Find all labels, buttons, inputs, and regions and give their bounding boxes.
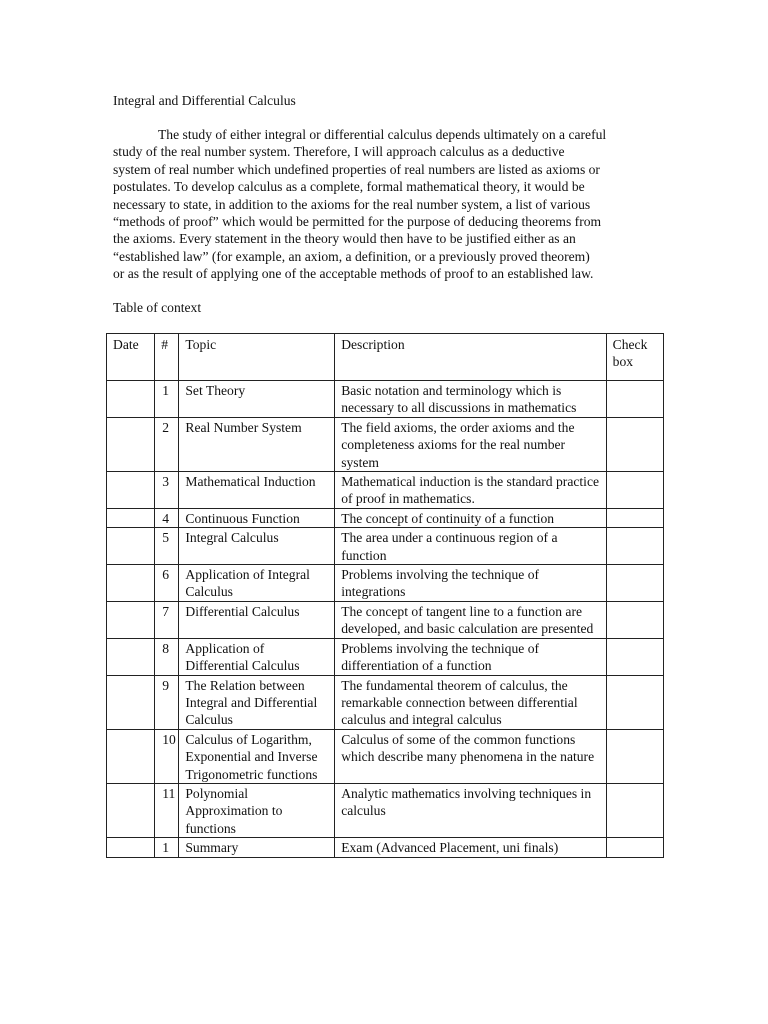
topic-cell: Mathematical Induction xyxy=(179,472,335,509)
check-box-cell[interactable] xyxy=(606,838,663,857)
row-number: 11 xyxy=(155,783,179,837)
table-header-row xyxy=(107,334,664,381)
row-number: 10 xyxy=(155,729,179,783)
date-cell xyxy=(107,729,155,783)
description-cell: The area under a continuous region of a function xyxy=(335,528,606,565)
row-number: 9 xyxy=(155,675,179,729)
table-row xyxy=(107,472,664,509)
row-number: 5 xyxy=(155,528,179,565)
description-cell: The fundamental theorem of calculus, the remarkable connection between differential calculus and integral calculus xyxy=(335,675,606,729)
contents-table xyxy=(106,333,664,858)
table-row xyxy=(107,729,664,783)
description-cell: The field axioms, the order axioms and the completeness axioms for the real number system xyxy=(335,417,606,471)
description-cell: Problems involving the technique of differentiation of a function xyxy=(335,638,606,675)
topic-cell: Integral Calculus xyxy=(179,528,335,565)
check-box-cell[interactable] xyxy=(606,528,663,565)
table-row xyxy=(107,528,664,565)
table-row xyxy=(107,601,664,638)
date-cell xyxy=(107,417,155,471)
table-row xyxy=(107,675,664,729)
header-check-box: Check box xyxy=(606,334,663,381)
row-number: 7 xyxy=(155,601,179,638)
date-cell xyxy=(107,675,155,729)
check-box-cell[interactable] xyxy=(606,565,663,602)
topic-cell: Set Theory xyxy=(179,381,335,418)
intro-line: study of the real number system. Therefore, I will approach calculus as a deductive xyxy=(113,144,565,160)
date-cell xyxy=(107,565,155,602)
check-box-cell[interactable] xyxy=(606,729,663,783)
table-row xyxy=(107,783,664,837)
check-box-cell[interactable] xyxy=(606,783,663,837)
header-date: Date xyxy=(107,334,155,381)
row-number: 8 xyxy=(155,638,179,675)
topic-cell: Continuous Function xyxy=(179,508,335,527)
intro-line: The study of either integral or differential calculus depends ultimately on a careful xyxy=(158,127,607,142)
topic-cell: The Relation between Integral and Differential Calculus xyxy=(179,675,335,729)
date-cell xyxy=(107,528,155,565)
topic-cell: Differential Calculus xyxy=(179,601,335,638)
description-cell: Mathematical induction is the standard practice of proof in mathematics. xyxy=(335,472,606,509)
header-number: # xyxy=(155,334,179,381)
table-row xyxy=(107,381,664,418)
intro-line: “methods of proof” which would be permitted for the purpose of deducing theorems from xyxy=(113,214,602,230)
table-row xyxy=(107,508,664,527)
row-number: 1 xyxy=(155,838,179,857)
row-number: 2 xyxy=(155,417,179,471)
topic-cell: Polynomial Approximation to functions xyxy=(179,783,335,837)
intro-line: “established law” (for example, an axiom, a definition, or a previously proved theorem) xyxy=(113,248,590,264)
table-row xyxy=(107,417,664,471)
row-number: 3 xyxy=(155,472,179,509)
table-row xyxy=(107,565,664,602)
description-cell: Analytic mathematics involving techniques in calculus xyxy=(335,783,606,837)
date-cell xyxy=(107,601,155,638)
header-topic: Topic xyxy=(179,334,335,381)
row-number: 6 xyxy=(155,565,179,602)
check-box-cell[interactable] xyxy=(606,601,663,638)
intro-paragraph xyxy=(113,126,655,283)
table-of-contents-title: Table of context xyxy=(113,300,202,315)
intro-line: or as the result of applying one of the acceptable methods of proof to an established law. xyxy=(113,266,594,282)
description-cell: The concept of continuity of a function xyxy=(335,508,606,527)
intro-line: the axioms. Every statement in the theory would then have to be justified either as an xyxy=(113,231,576,247)
date-cell xyxy=(107,381,155,418)
intro-line: necessary to state, in addition to the axioms for the real number system, a list of various xyxy=(113,196,591,212)
date-cell xyxy=(107,638,155,675)
row-number: 4 xyxy=(155,508,179,527)
check-box-cell[interactable] xyxy=(606,675,663,729)
description-cell: Problems involving the technique of integrations xyxy=(335,565,606,602)
topic-cell: Calculus of Logarithm, Exponential and Inverse Trigonometric functions xyxy=(179,729,335,783)
check-box-cell[interactable] xyxy=(606,417,663,471)
table-row xyxy=(107,638,664,675)
topic-cell: Real Number System xyxy=(179,417,335,471)
check-box-cell[interactable] xyxy=(606,638,663,675)
row-number: 1 xyxy=(155,381,179,418)
description-cell: Basic notation and terminology which is necessary to all discussions in mathematics xyxy=(335,381,606,418)
header-description: Description xyxy=(335,334,606,381)
description-cell: Calculus of some of the common functions which describe many phenomena in the nature xyxy=(335,729,606,783)
check-box-cell[interactable] xyxy=(606,381,663,418)
check-box-cell[interactable] xyxy=(606,508,663,527)
topic-cell: Application of Integral Calculus xyxy=(179,565,335,602)
topic-cell: Application of Differential Calculus xyxy=(179,638,335,675)
topic-cell: Summary xyxy=(179,838,335,857)
date-cell xyxy=(107,783,155,837)
date-cell xyxy=(107,472,155,509)
table-row xyxy=(107,838,664,857)
date-cell xyxy=(107,508,155,527)
intro-line: system of real number which undefined properties of real numbers are listed as axioms or xyxy=(113,161,600,177)
date-cell xyxy=(107,838,155,857)
check-box-cell[interactable] xyxy=(606,472,663,509)
intro-line: postulates. To develop calculus as a complete, formal mathematical theory, it would be xyxy=(113,179,585,195)
document-title: Integral and Differential Calculus xyxy=(113,93,296,108)
description-cell: The concept of tangent line to a function are developed, and basic calculation are presented xyxy=(335,601,606,638)
description-cell: Exam (Advanced Placement, uni finals) xyxy=(335,838,606,857)
table-body xyxy=(107,381,664,858)
